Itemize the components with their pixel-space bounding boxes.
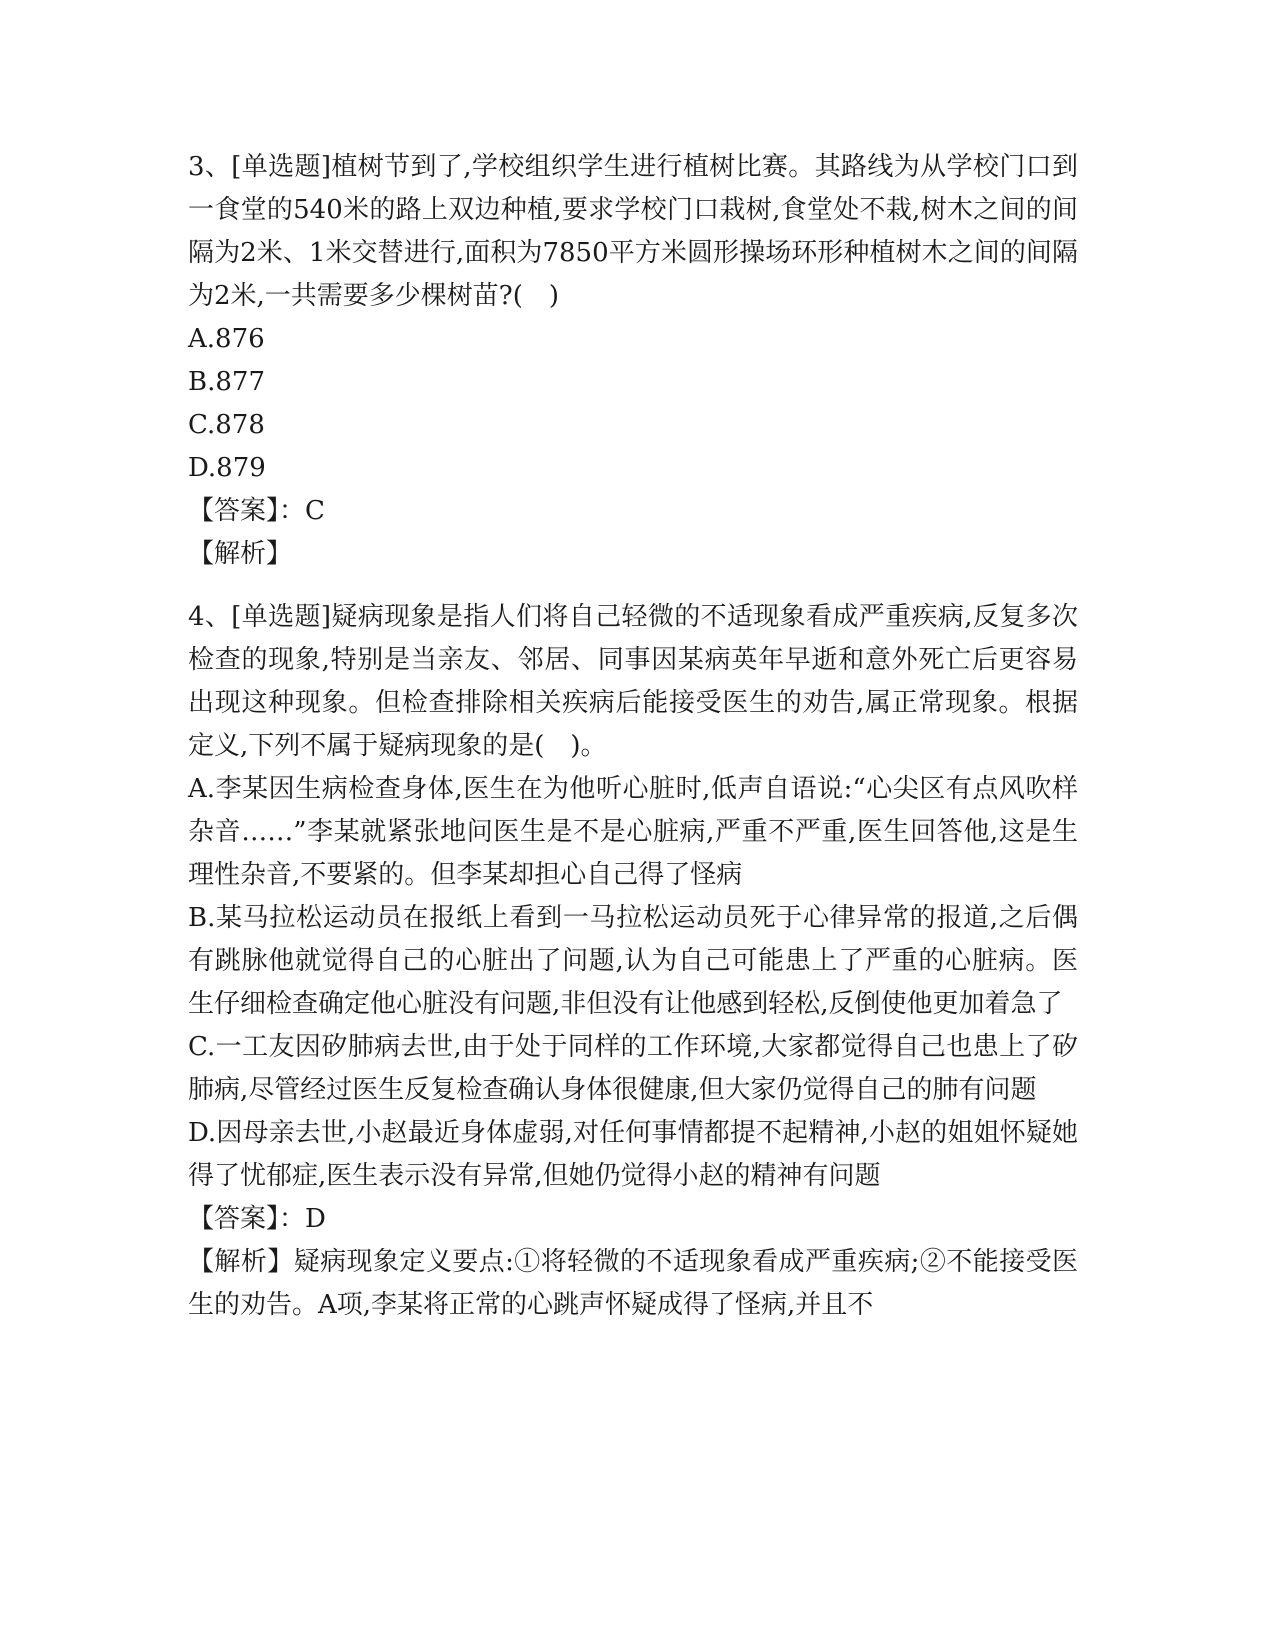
question-4-option-c: C.一工友因矽肺病去世,由于处于同样的工作环境,大家都觉得自己也患上了矽肺病,尽管经过医生反复检查确认身体很健康,但大家仍觉得自己的肺有问题 — [188, 1032, 1078, 1105]
question-3-analysis: 【解析】 — [188, 539, 293, 569]
question-3-option-a: A.876 — [188, 324, 265, 354]
question-3 — [188, 146, 1078, 576]
question-3-answer: 【答案】：C — [188, 496, 325, 526]
question-3-option-d: D.879 — [188, 453, 266, 483]
question-gap — [188, 576, 1078, 596]
question-3-option-c: C.878 — [188, 410, 265, 440]
question-4-option-d: D.因母亲去世,小赵最近身体虚弱,对任何事情都提不起精神,小赵的姐姐怀疑她得了忧郁症,医生表示没有异常,但她仍觉得小赵的精神有问题 — [188, 1118, 1078, 1191]
document-content — [188, 146, 1078, 1327]
question-4-option-a: A.李某因生病检查身体,医生在为他听心脏时,低声自语说:“心尖区有点风吹样杂音……”李某就紧张地问医生是不是心脏病,严重不严重,医生回答他,这是生理性杂音,不要紧的。但李某却担心自己得了怪病 — [188, 774, 1078, 890]
question-4-option-b: B.某马拉松运动员在报纸上看到一马拉松运动员死于心律异常的报道,之后偶有跳脉他就觉得自己的心脏出了问题,认为自己可能患上了严重的心脏病。医生仔细检查确定他心脏没有问题,非但没有让他感到轻松,反倒使他更加着急了 — [188, 903, 1078, 1019]
question-4-analysis: 【解析】疑病现象定义要点:①将轻微的不适现象看成严重疾病;②不能接受医生的劝告。A项,李某将正常的心跳声怀疑成得了怪病,并且不 — [188, 1247, 1078, 1320]
question-3-option-b: B.877 — [188, 367, 265, 397]
question-4 — [188, 596, 1078, 1327]
question-4-answer: 【答案】：D — [188, 1204, 326, 1234]
question-3-stem: 3、[单选题]植树节到了,学校组织学生进行植树比赛。其路线为从学校门口到一食堂的540米的路上双边种植,要求学校门口栽树,食堂处不栽,树木之间的间隔为2米、1米交替进行,面积为7850平方米圆形操场环形种植树木之间的间隔为2米,一共需要多少棵树苗?( ) — [188, 152, 1078, 311]
question-4-stem: 4、[单选题]疑病现象是指人们将自己轻微的不适现象看成严重疾病,反复多次检查的现象,特别是当亲友、邻居、同事因某病英年早逝和意外死亡后更容易出现这种现象。但检查排除相关疾病后能接受医生的劝告,属正常现象。根据定义,下列不属于疑病现象的是( )。 — [188, 602, 1078, 761]
